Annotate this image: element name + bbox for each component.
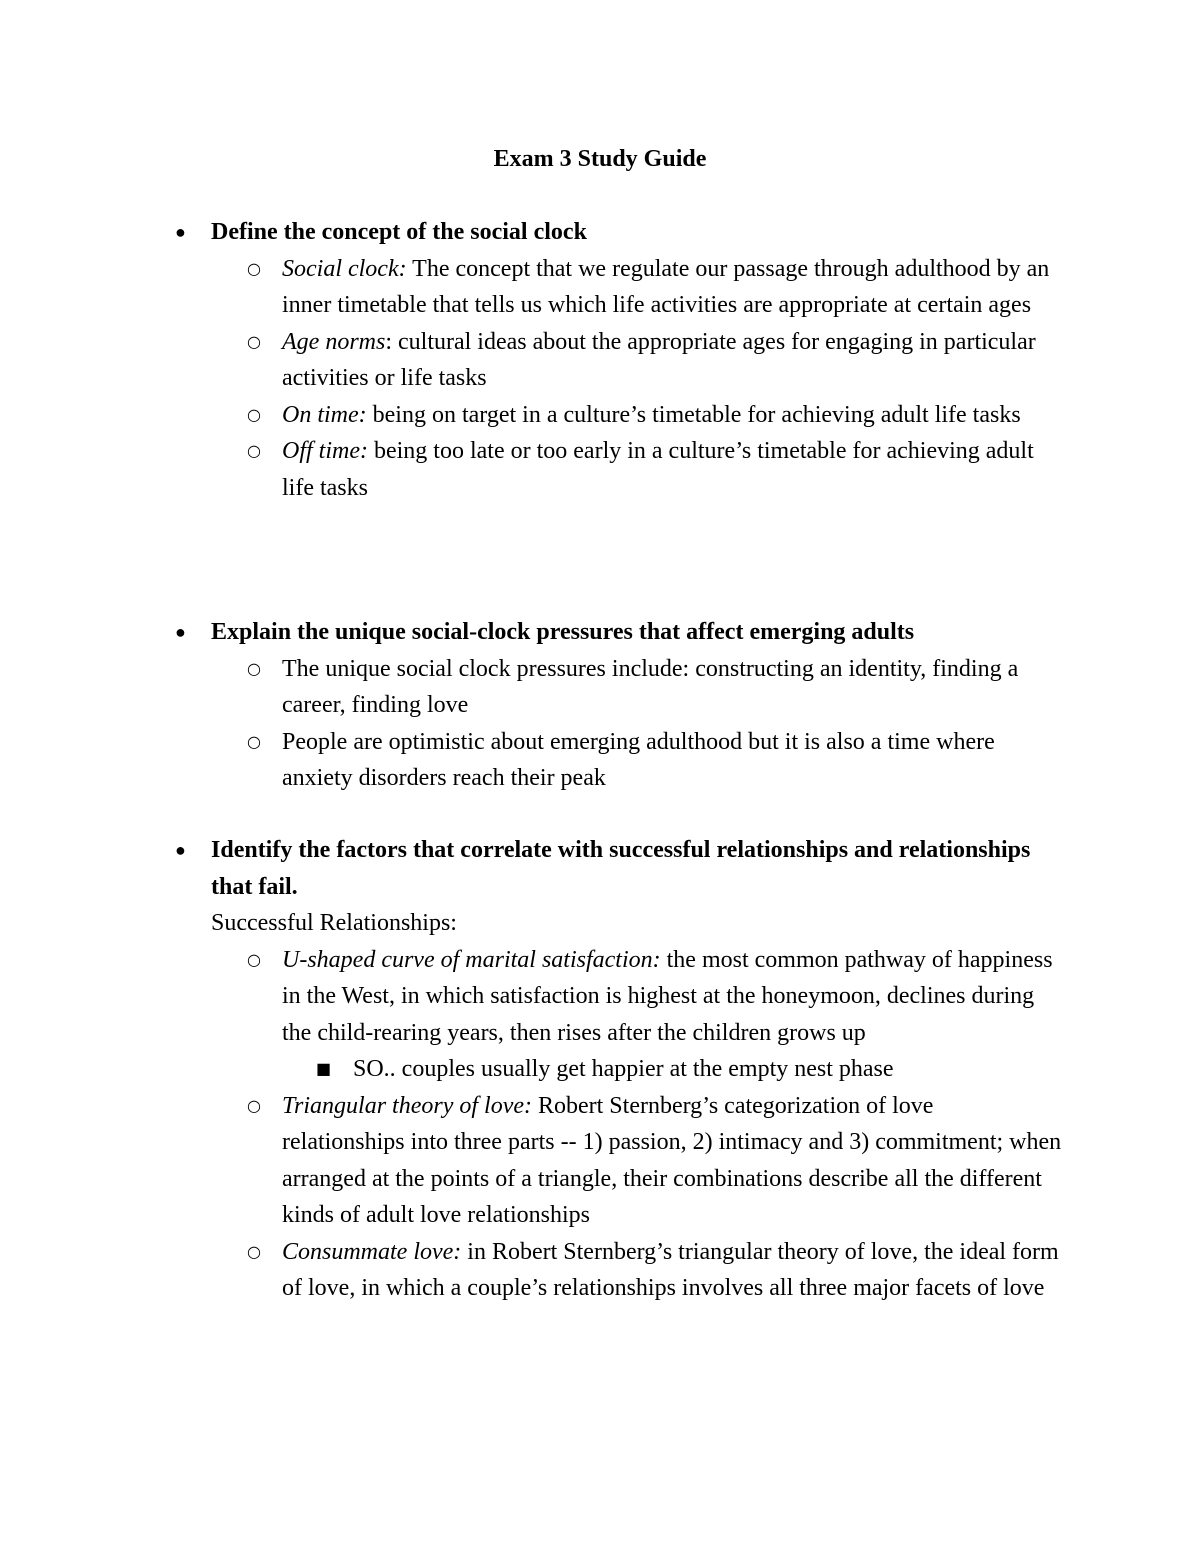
- term: Consummate love:: [282, 1238, 462, 1265]
- term: Social clock:: [282, 255, 407, 282]
- term: Age norms: [282, 328, 386, 355]
- hollow-circle-bullet-icon: ○: [247, 949, 261, 969]
- list-item: [0, 651, 1062, 724]
- section-heading-text: Explain the unique social-clock pressures that affect emerging adults: [211, 619, 915, 645]
- list-item: [0, 251, 1062, 324]
- list-item: [0, 1234, 1062, 1307]
- section-social-clock-pressures: [0, 614, 1200, 797]
- bullet-icon: ●: [175, 622, 186, 642]
- definition: the most common pathway of happiness in the West, in which satisfaction is highest at the honeymoon, declines during the child-rearing years, then rises after the children grows up: [282, 946, 1053, 1046]
- section-heading-text: Define the concept of the social clock: [211, 219, 587, 245]
- section-heading: [0, 614, 1061, 651]
- list-item: [0, 397, 1062, 434]
- list-item: [0, 324, 1062, 397]
- hollow-circle-bullet-icon: ○: [247, 331, 261, 351]
- list-item: [0, 433, 1062, 506]
- term: On time:: [282, 401, 367, 428]
- term: Triangular theory of love:: [282, 1092, 532, 1119]
- definition: Robert Sternberg’s categorization of love relationships into three parts -- 1) passion, 2) intimacy and 3) commitment; when arranged at the points of a triangle, their combinations describe all the different kinds of adult love relationships: [282, 1092, 1062, 1228]
- section-heading: [0, 214, 1061, 251]
- list-item: [0, 724, 1062, 797]
- list-item: [0, 1088, 1062, 1234]
- nested-list-item: [0, 1051, 1073, 1088]
- hollow-circle-bullet-icon: ○: [247, 1241, 261, 1261]
- document-title: Exam 3 Study Guide: [493, 146, 707, 172]
- square-bullet-icon: ■: [316, 1059, 332, 1078]
- bullet-icon: ●: [175, 222, 186, 242]
- definition: being on target in a culture’s timetable for achieving adult life tasks: [366, 401, 1021, 428]
- hollow-circle-bullet-icon: ○: [247, 731, 261, 751]
- hollow-circle-bullet-icon: ○: [247, 404, 261, 424]
- list-item: [0, 942, 1062, 1052]
- subheading: Successful Relationships:: [211, 910, 457, 936]
- bullet-icon: ●: [175, 840, 186, 860]
- item-text: People are optimistic about emerging adulthood but it is also a time where anxiety disorders reach their peak: [282, 728, 995, 791]
- definition: in Robert Sternberg’s triangular theory of love, the ideal form of love, in which a couple’s relationships involves all three major facets of love: [282, 1238, 1059, 1301]
- section-relationships: [0, 832, 1200, 1307]
- definition: : cultural ideas about the appropriate ages for engaging in particular activities or life tasks: [282, 328, 1036, 391]
- item-text: The unique social clock pressures include: constructing an identity, finding a career, finding love: [282, 655, 1019, 718]
- item-text: SO.. couples usually get happier at the empty nest phase: [353, 1056, 894, 1082]
- section-heading-text: Identify the factors that correlate with successful relationships and relationships that fail.: [211, 837, 1031, 900]
- definition: being too late or too early in a culture’s timetable for achieving adult life tasks: [282, 438, 1034, 501]
- definition: The concept that we regulate our passage through adulthood by an inner timetable that tells us which life activities are appropriate at certain ages: [282, 255, 1050, 318]
- hollow-circle-bullet-icon: ○: [247, 258, 261, 278]
- section-heading: [0, 832, 1061, 905]
- term: U-shaped curve of marital satisfaction:: [282, 946, 661, 973]
- section-social-clock: [0, 214, 1200, 506]
- term: Off time:: [282, 438, 368, 464]
- hollow-circle-bullet-icon: ○: [247, 658, 261, 678]
- hollow-circle-bullet-icon: ○: [247, 441, 261, 460]
- hollow-circle-bullet-icon: ○: [247, 1095, 261, 1115]
